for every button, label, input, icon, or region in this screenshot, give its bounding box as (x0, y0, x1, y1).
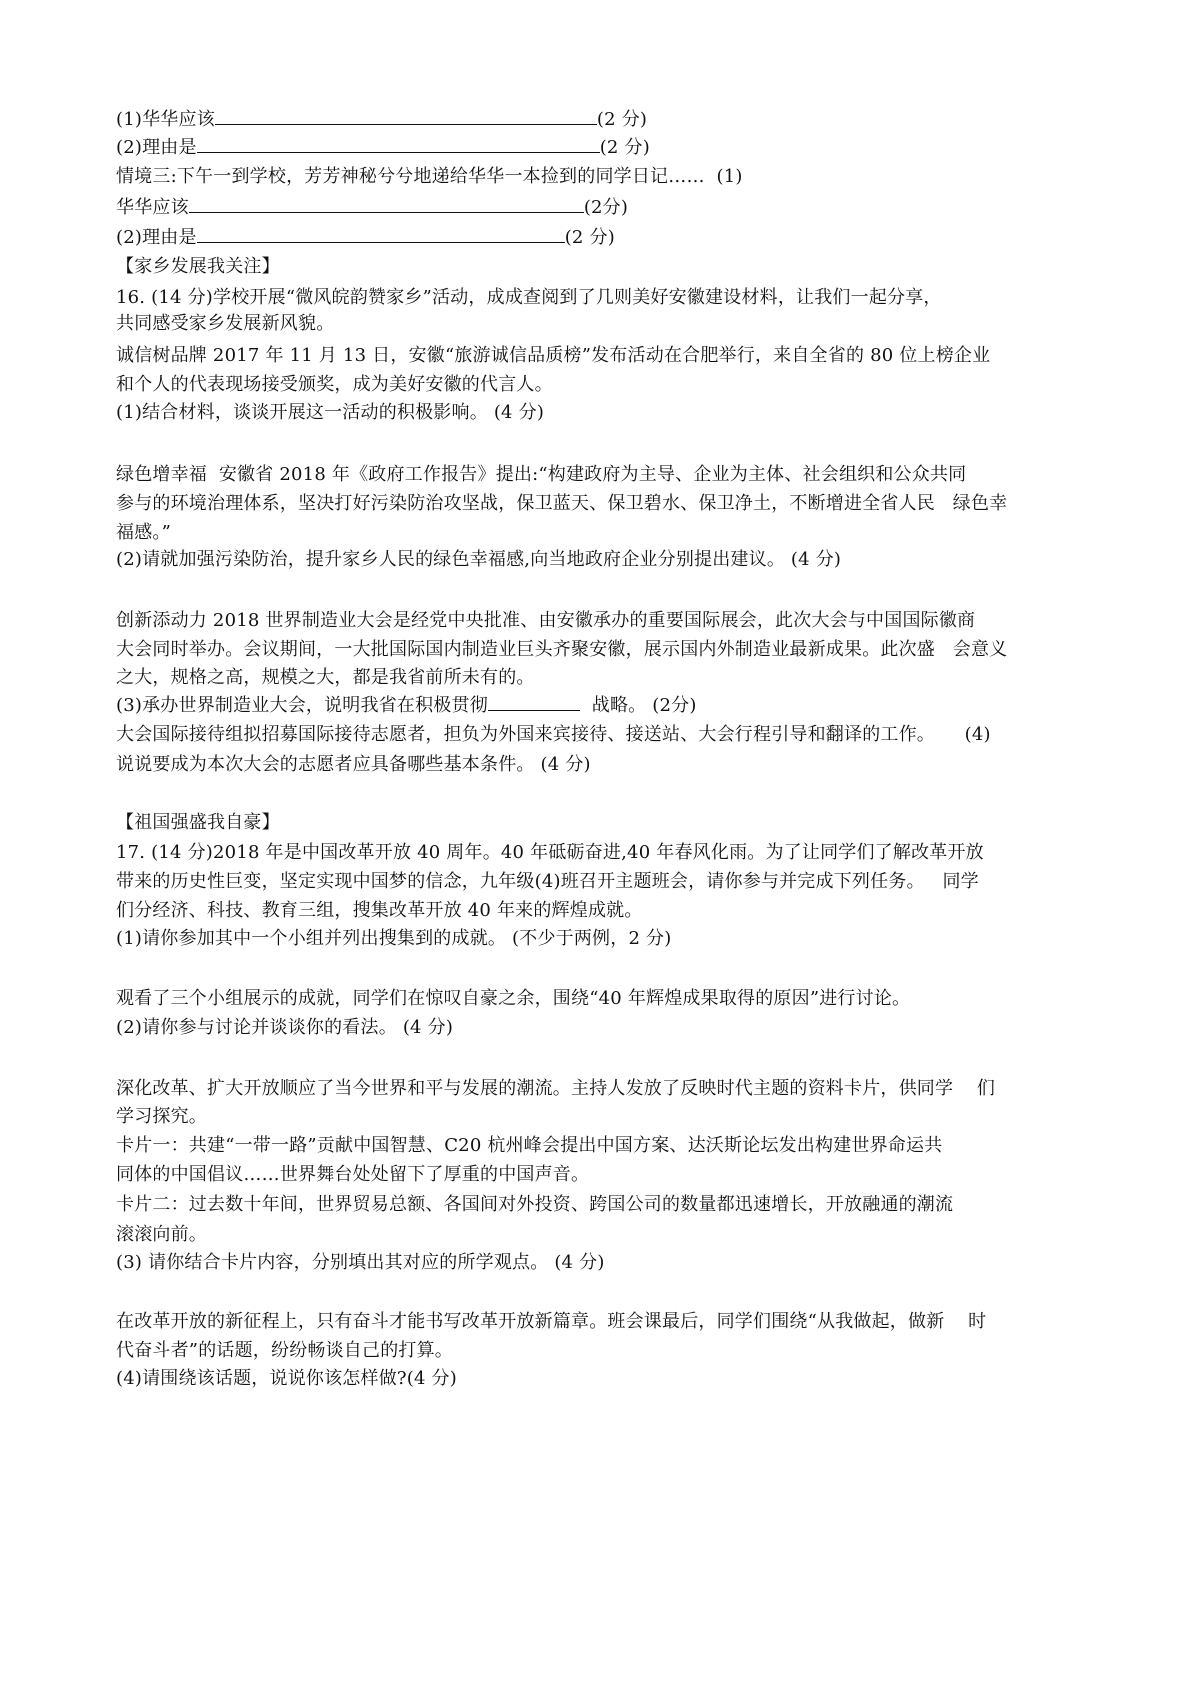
q17-material3-b: 学习探究。 (116, 1106, 207, 1127)
q16-question3 (116, 692, 1096, 719)
q16-material3-a: 创新添动力 2018 世界制造业大会是经党中央批准、由安徽承办的重要国际展会，此次大会与中国国际徽商 (116, 610, 976, 631)
q15-line2 (116, 134, 1096, 161)
q17-intro-3: 们分经济、科技、教育三组，搜集改革开放 40 年来的辉煌成就。 (116, 900, 643, 921)
q15-line4 (116, 194, 1096, 221)
q17-card1-b: 同体的中国倡议……世界舞台处处留下了厚重的中国声音。 (116, 1164, 590, 1185)
q16-question2: (2)请就加强污染防治，提升家乡人民的绿色幸福感,向当地政府企业分别提出建议。 (4 分) (116, 549, 842, 570)
q15-l4-score: (2分) (583, 197, 629, 218)
section-heading-country: 【祖国强盛我自豪】 (116, 812, 280, 833)
q15-scenario3: 情境三:下午一到学校，芳芳神秘兮兮地递给华华一本捡到的同学日记…… (1) (116, 166, 743, 187)
answer-blank[interactable] (189, 194, 584, 213)
q17-card2-a: 卡片二：过去数十年间，世界贸易总额、各国间对外投资、跨国公司的数量都迅速增长，开放融通的潮流 (116, 1194, 954, 1215)
q16-material1-b: 和个人的代表现场接受颁奖，成为美好安徽的代言人。 (116, 374, 553, 395)
section-heading-home: 【家乡发展我关注】 (116, 256, 280, 277)
q15-line5 (116, 224, 1096, 251)
q17-card2-b: 滚滚向前。 (116, 1224, 207, 1245)
q16-q3-prefix: (3)承办世界制造业大会，说明我省在积极贯彻 (116, 695, 488, 716)
q16-intro-2: 共同感受家乡发展新风貌。 (116, 313, 335, 334)
answer-blank[interactable] (215, 106, 597, 125)
q16-question4: 说说要成为本次大会的志愿者应具备哪些基本条件。 (4 分) (116, 754, 591, 775)
q17-card1-a: 卡片一：共建“一带一路”贡献中国智慧、C20 杭州峰会提出中国方案、达沃斯论坛发出构建世界命运共 (116, 1135, 943, 1156)
q16-intro-1: 16. (14 分)学校开展“微风皖韵赞家乡”活动，成成查阅到了几则美好安徽建设材料，让我们一起分享， (116, 287, 942, 308)
q16-q3-suffix: 战略。 (2分) (579, 695, 697, 716)
q17-question4: (4)请围绕该话题，说说你该怎样做?(4 分) (116, 1368, 457, 1389)
q17-material4-a: 在改革开放的新征程上，只有奋斗才能书写改革开放新篇章。班会课最后，同学们围绕“从我做起，做新 时 (116, 1311, 987, 1332)
q15-l1-prefix: (1)华华应该 (116, 109, 215, 130)
q15-l4-prefix: 华华应该 (116, 197, 189, 218)
q17-intro-1: 17. (14 分)2018 年是中国改革开放 40 周年。40 年砥砺奋进,40 年春风化雨。为了让同学们了解改革开放 (116, 842, 984, 863)
q16-material4: 大会国际接待组拟招募国际接待志愿者，担负为外国来宾接待、接送站、大会行程引导和翻译的工作。 (4) (116, 724, 991, 745)
q15-line1 (116, 106, 1096, 133)
q16-question1: (1)结合材料，谈谈开展这一活动的积极影响。 (4 分) (116, 402, 545, 423)
q15-l5-score: (2 分) (564, 227, 615, 248)
q17-question1: (1)请你参加其中一个小组并列出搜集到的成就。 (不少于两例，2 分) (116, 928, 672, 949)
q17-material4-b: 代奋斗者”的话题，纷纷畅谈自己的打算。 (116, 1340, 454, 1361)
q17-intro-2: 带来的历史性巨变，坚定实现中国梦的信念，九年级(4)班召开主题班会，请你参与并完成下列任务。 同学 (116, 871, 979, 892)
q15-l1-score: (2 分) (596, 109, 648, 130)
answer-blank[interactable] (197, 224, 565, 243)
q16-material3-c: 之大，规格之高，规模之大，都是我省前所未有的。 (116, 667, 535, 688)
q16-material2-c: 福感。” (116, 522, 172, 543)
q16-material1-a: 诚信树品牌 2017 年 11 月 13 日，安徽“旅游诚信品质榜”发布活动在合肥举行，来自全省的 80 位上榜企业 (116, 345, 991, 366)
q15-l2-prefix: (2)理由是 (116, 137, 197, 158)
q16-material3-b: 大会同时举办。会议期间，一大批国际国内制造业巨头齐聚安徽，展示国内外制造业最新成果。此次盛 会意义 (116, 639, 1008, 660)
answer-blank[interactable] (488, 692, 580, 711)
q17-question3: (3) 请你结合卡片内容，分别填出其对应的所学观点。 (4 分) (116, 1252, 605, 1273)
q17-material2: 观看了三个小组展示的成就，同学们在惊叹自豪之余，围绕“40 年辉煌成果取得的原因”进行讨论。 (116, 988, 911, 1009)
answer-blank[interactable] (197, 134, 600, 153)
q15-l5-prefix: (2)理由是 (116, 227, 197, 248)
q16-material2-b: 参与的环境治理体系，坚决打好污染防治攻坚战，保卫蓝天、保卫碧水、保卫净土，不断增进全省人民 绿色幸 (116, 493, 1008, 514)
q17-question2: (2)请你参与讨论并谈谈你的看法。 (4 分) (116, 1017, 454, 1038)
q15-l2-score: (2 分) (599, 137, 650, 158)
q16-material2-a: 绿色增幸福 安徽省 2018 年《政府工作报告》提出:“构建政府为主导、企业为主体、社会组织和公众共同 (116, 464, 967, 485)
q17-material3-a: 深化改革、扩大开放顺应了当今世界和平与发展的潮流。主持人发放了反映时代主题的资料卡片，供同学 们 (116, 1078, 996, 1099)
